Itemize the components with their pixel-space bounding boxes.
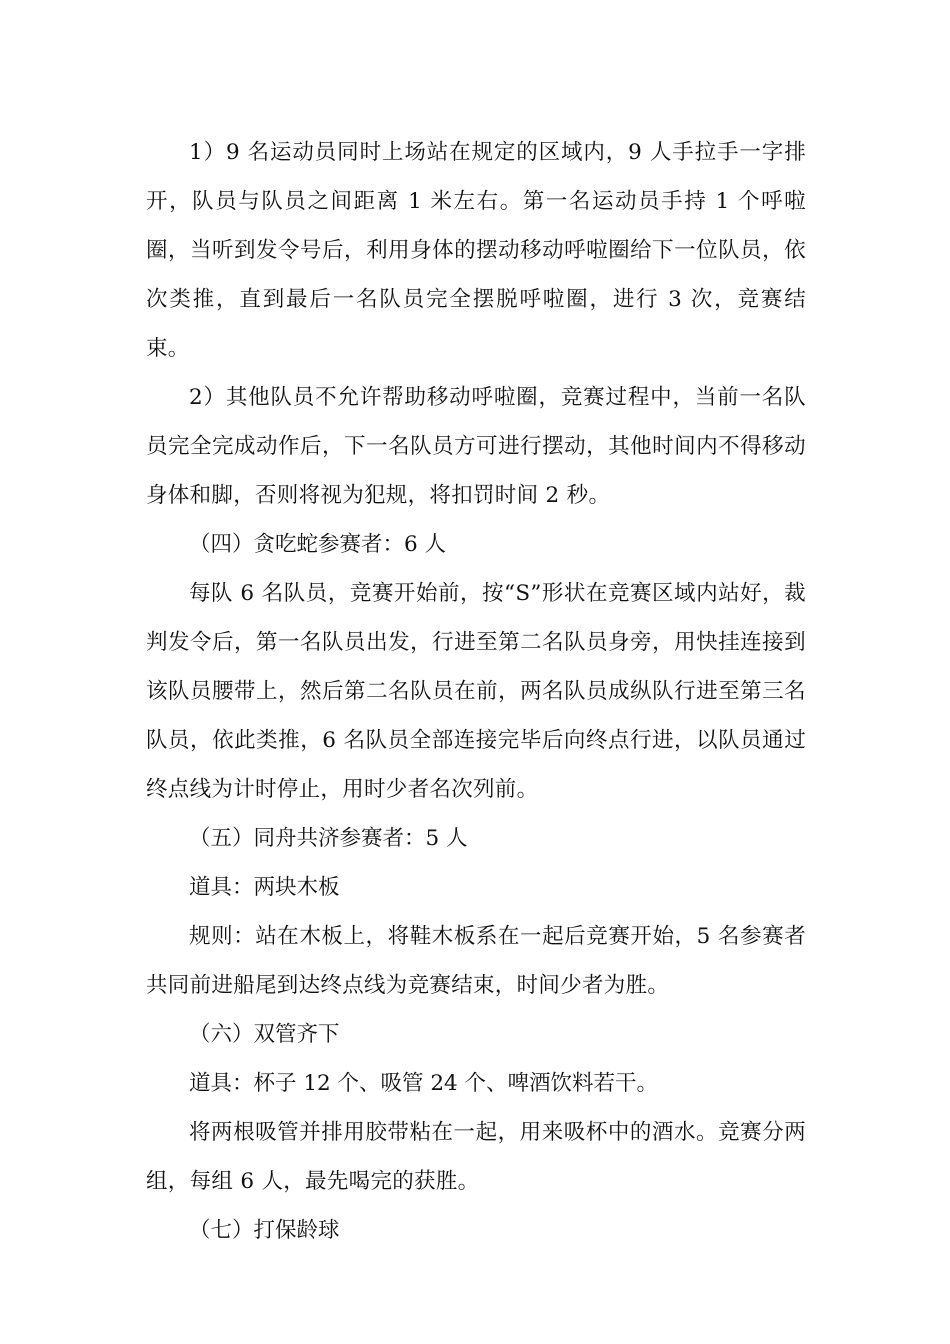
paragraph-boat-rules: 规则：站在木板上，将鞋木板系在一起后竞赛开始，5 名参赛者共同前进船尾到达终点线为竞赛结束，时间少者为胜。 bbox=[146, 924, 806, 998]
document-page bbox=[146, 128, 806, 1255]
paragraph-snake-rules: 每队 6 名队员，竞赛开始前，按“S”形状在竞赛区域内站好，裁判发令后，第一名队员出发，行进至第二名队员身旁，用快挂连接到该队员腰带上，然后第二名队员在前，两名队员成纵队行进至第三名队员，依此类推，6 名队员全部连接完毕后向终点行进，以队员通过终点线为计时停止，用时少者名次列前。 bbox=[146, 581, 806, 802]
section-heading-snake: （四）贪吃蛇参赛者：6 人 bbox=[189, 532, 447, 557]
section-heading-straws: （六）双管齐下 bbox=[189, 1022, 340, 1047]
props-line-boat: 道具：两块木板 bbox=[189, 875, 340, 900]
section-heading-bowling: （七）打保龄球 bbox=[189, 1218, 340, 1243]
paragraph-straws-rules: 将两根吸管并排用胶带粘在一起，用来吸杯中的酒水。竞赛分两组，每组 6 人，最先喝完的获胜。 bbox=[146, 1120, 806, 1194]
paragraph-rule-1: 1）9 名运动员同时上场站在规定的区域内，9 人手拉手一字排开，队员与队员之间距离 1 米左右。第一名运动员手持 1 个呼啦圈，当听到发令号后，利用身体的摆动移动呼啦圈给下一位队员，依次类推，直到最后一名队员完全摆脱呼啦圈，进行 3 次，竞赛结束。 bbox=[146, 140, 806, 361]
section-heading-boat: （五）同舟共济参赛者：5 人 bbox=[189, 826, 468, 851]
props-line-straws: 道具：杯子 12 个、吸管 24 个、啤酒饮料若干。 bbox=[189, 1071, 659, 1096]
paragraph-rule-2: 2）其他队员不允许帮助移动呼啦圈，竞赛过程中，当前一名队员完全完成动作后，下一名队员方可进行摆动，其他时间内不得移动身体和脚，否则将视为犯规，将扣罚时间 2 秒。 bbox=[146, 385, 806, 508]
